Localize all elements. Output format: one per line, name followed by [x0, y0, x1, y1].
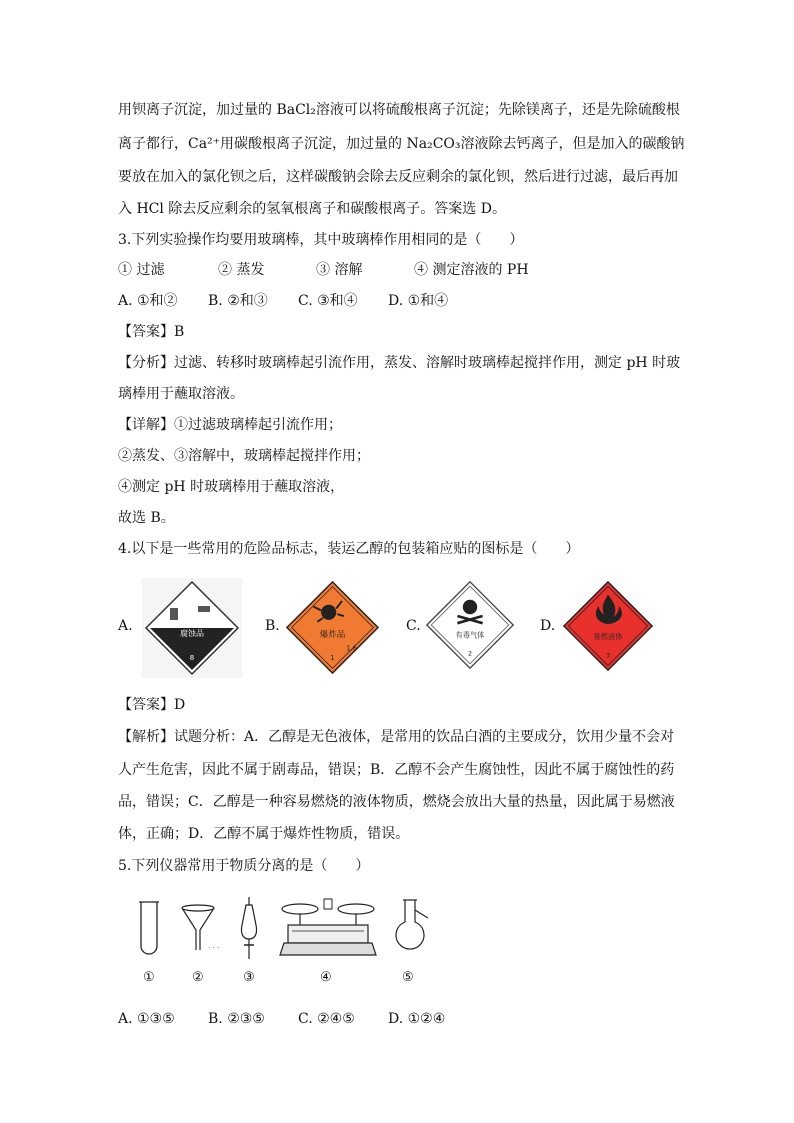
label: ⑤ [402, 970, 414, 985]
sign-text: 腐蚀品 [180, 629, 204, 638]
text-line: 入 HCl 除去反应剩余的氢氧根离子和碳酸根离子。答案选 D。 [118, 201, 506, 217]
question-5-options [118, 1009, 445, 1029]
item: ④ 测定溶液的 PH [414, 262, 529, 278]
text-line: 要放在加入的氯化钡之后，这样碳酸钠会除去反应剩余的氯化钡，然后进行过滤，最后再加 [118, 169, 678, 185]
sign-class: 1 [330, 653, 335, 662]
question-3-stem: 3.下列实验操作均要用玻璃棒，其中玻璃棒作用相同的是（ ） [118, 232, 524, 248]
flammable-liquid-sign [562, 580, 654, 672]
detail-line: ④测定 pH 时玻璃棒用于蘸取溶液， [118, 479, 345, 495]
sign-division: 1.6 [346, 644, 357, 653]
label: ③ [243, 970, 255, 985]
distillation-flask-icon [390, 898, 430, 962]
sign-text: 有毒气体 [455, 630, 485, 640]
analysis-line: 人产生危害，因此不属于剧毒品，错误；B．乙醇不会产生腐蚀性，因此不属于腐蚀性的药 [118, 762, 675, 778]
toxic-gas-sign [425, 580, 515, 670]
item: ① 过滤 [118, 262, 165, 278]
label: ② [192, 970, 204, 985]
explosive-sign [285, 580, 380, 675]
option-c: C. ③和④ [298, 293, 358, 309]
analysis-line: 璃棒用于蘸取溶液。 [118, 386, 244, 402]
sign-text: 爆炸品 [319, 630, 346, 640]
question-5-stem: 5.下列仪器常用于物质分离的是（ ） [118, 858, 370, 874]
answer: 【答案】B [118, 324, 185, 340]
label: ① [143, 970, 155, 985]
sign-class: 2 [467, 650, 473, 658]
option-d: D. ①②④ [388, 1011, 446, 1027]
analysis-line: 【分析】过滤、转移时玻璃棒起引流作用，蒸发、溶解时玻璃棒起搅拌作用，测定 pH 时玻 [118, 355, 681, 371]
option-d-label: D. [540, 618, 556, 634]
option-d: D. ①和④ [388, 293, 449, 309]
corrosive-sign [142, 578, 242, 678]
option-a-label: A. [118, 618, 133, 634]
option-c-label: C. [406, 618, 421, 634]
option-a: A. ①③⑤ [118, 1011, 175, 1027]
question-4-stem: 4.以下是一些常用的危险品标志，装运乙醇的包装箱应贴的图标是（ ） [118, 541, 580, 557]
question-3-options [118, 291, 448, 311]
separatory-funnel-icon [234, 895, 264, 963]
svg-text:· · ·: · · · [208, 944, 220, 952]
detail-line: 【详解】①过滤玻璃棒起引流作用； [118, 417, 342, 433]
option-b: B. ②和③ [208, 293, 268, 309]
test-tube-icon [136, 900, 162, 960]
option-a: A. ①和② [118, 293, 178, 309]
analysis-line: 品，错误；C．乙醇是一种容易燃烧的液体物质，燃烧会放出大量的热量，因此属于易燃液 [118, 794, 675, 810]
item: ③ 溶解 [316, 262, 363, 278]
detail-line: 故选 B。 [118, 510, 175, 526]
item: ② 蒸发 [218, 262, 265, 278]
option-b: B. ②③⑤ [208, 1011, 265, 1027]
label: ④ [320, 970, 332, 985]
balance-scale-icon [278, 895, 378, 965]
sign-class: 3 [605, 651, 611, 660]
sign-text: 易燃液体 [593, 631, 623, 641]
option-c: C. ②④⑤ [298, 1011, 355, 1027]
question-3-items [118, 260, 529, 280]
answer: 【答案】D [118, 697, 186, 713]
text-line: 用钡离子沉淀，加过量的 BaCl₂溶液可以将硫酸根离子沉淀；先除镁离子，还是先除硫酸根 [118, 102, 680, 118]
sign-class: 8 [189, 654, 195, 662]
funnel-icon [178, 900, 230, 960]
detail-line: ②蒸发、③溶解中，玻璃棒起搅拌作用； [118, 448, 370, 464]
analysis-line: 【解析】试题分析：A．乙醇是无色液体，是常用的饮品白酒的主要成分，饮用少量不会对 [118, 729, 675, 745]
option-b-label: B. [265, 618, 280, 634]
text-line: 离子都行，Ca²⁺用碳酸根离子沉淀，加过量的 Na₂CO₃溶液除去钙离子，但是加入的碳酸钠 [118, 136, 685, 152]
analysis-line: 体，正确；D．乙醇不属于爆炸性物质，错误。 [118, 826, 410, 842]
